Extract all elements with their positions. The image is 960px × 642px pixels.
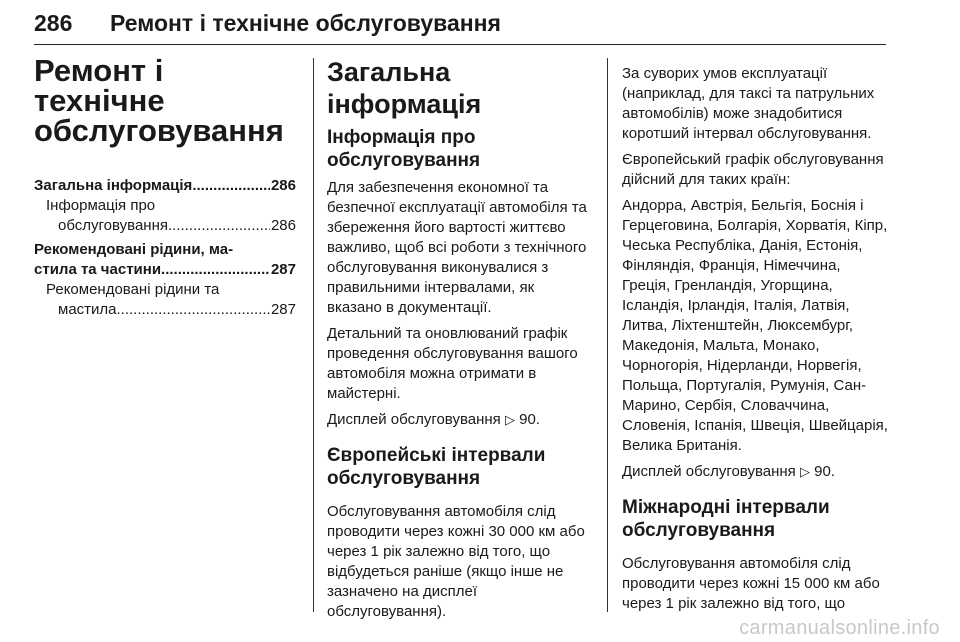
page-header bbox=[34, 10, 886, 44]
toc-page: 286 bbox=[270, 217, 296, 234]
paragraph: За суворих умов експлуатації (наприклад, для таксі та патрульних автомобілів) може знадобитися коротший інтервал обслуговування. bbox=[622, 65, 875, 142]
subsection-title: Європейські інтервали обслуговування bbox=[327, 445, 546, 489]
paragraph: Для забезпечення економної та безпечної експлуатації автомобіля та збереження його вартості життєво важливо, щоб всі роботи з технічного обслуговування виконувалися з правильними інтервалами, як вказано в документації. bbox=[327, 179, 587, 316]
toc-label: Інформація про bbox=[46, 197, 156, 214]
page-number: 286 bbox=[34, 10, 73, 36]
column-divider-2 bbox=[607, 58, 608, 612]
toc-label-cont: мастила bbox=[58, 301, 117, 318]
paragraph: Обслуговування автомобіля слід проводити через кожні 15 000 км або через 1 рік залежно від того, що bbox=[622, 555, 880, 612]
toc-page: 287 bbox=[270, 261, 296, 278]
section-title: Загальна інформація bbox=[327, 57, 482, 119]
toc-label: Рекомендовані рідини, ма- bbox=[34, 241, 234, 258]
toc-label-cont: обслуговування bbox=[58, 217, 168, 234]
header-rule bbox=[34, 44, 886, 45]
toc-page: 287 bbox=[270, 301, 296, 318]
reference-arrow-icon: ▷ bbox=[504, 412, 515, 427]
paragraph: Обслуговування автомобіля слід проводити через кожні 30 000 км або через 1 рік залежно від того, що відбудеться раніше (якщо інше не зазначено на дисплеї обслуговування). bbox=[327, 503, 585, 620]
toc-label-cont: стила та частини bbox=[34, 261, 162, 278]
toc-entry-recommended[interactable] bbox=[34, 240, 296, 280]
content-column-2 bbox=[622, 64, 890, 620]
column-divider-1 bbox=[313, 58, 314, 612]
running-title: Ремонт і технічне обслуговування bbox=[110, 10, 501, 36]
toc-entry-general[interactable] bbox=[34, 176, 296, 196]
toc-column bbox=[34, 53, 296, 320]
toc-page: 286 bbox=[270, 177, 296, 194]
content-column-1 bbox=[327, 56, 592, 628]
paragraph: Європейський графік обслуговування дійсний для таких країн: bbox=[622, 151, 884, 188]
subsection-title: Міжнародні інтервали обслуговування bbox=[622, 497, 830, 541]
toc-label: Рекомендовані рідини та bbox=[46, 281, 220, 298]
country-list: Андорра, Австрія, Бельгія, Боснія і Герцеговина, Болгарія, Хорватія, Кіпр, Чеська Республіка, Данія, Естонія, Фінляндія, Франція, Німеччина, Греція, Гренландія, Угорщина, Ісландія, Ірландія, Італія, Латвія, Литва, Ліхтенштейн, Люксембург, Македонія, Мальта, Монако, Чорногорія, Нідерланди, Норвегія, Польща, Португалія, Румунія, Сан-Марино, Сербія, Словаччина, Словенія, Іспанія, Швеція, Швейцарія, Велика Британія. bbox=[622, 197, 888, 454]
cross-reference[interactable]: Дисплей обслуговування ▷ 90. bbox=[622, 463, 835, 480]
toc-label: Загальна інформація bbox=[34, 177, 193, 194]
watermark: carmanualsonline.info bbox=[739, 617, 940, 639]
subsection-title: Інформація про обслуговування bbox=[327, 127, 481, 171]
reference-arrow-icon: ▷ bbox=[799, 464, 810, 479]
toc-entry-fluids[interactable] bbox=[34, 280, 296, 320]
chapter-title: Ремонт і технічне обслуговування bbox=[34, 53, 284, 148]
cross-reference[interactable]: Дисплей обслуговування ▷ 90. bbox=[327, 411, 540, 428]
toc-entry-service-info[interactable] bbox=[34, 196, 296, 236]
paragraph: Детальний та оновлюваний графік проведення обслуговування вашого автомобіля можна отримати в майстерні. bbox=[327, 325, 578, 402]
